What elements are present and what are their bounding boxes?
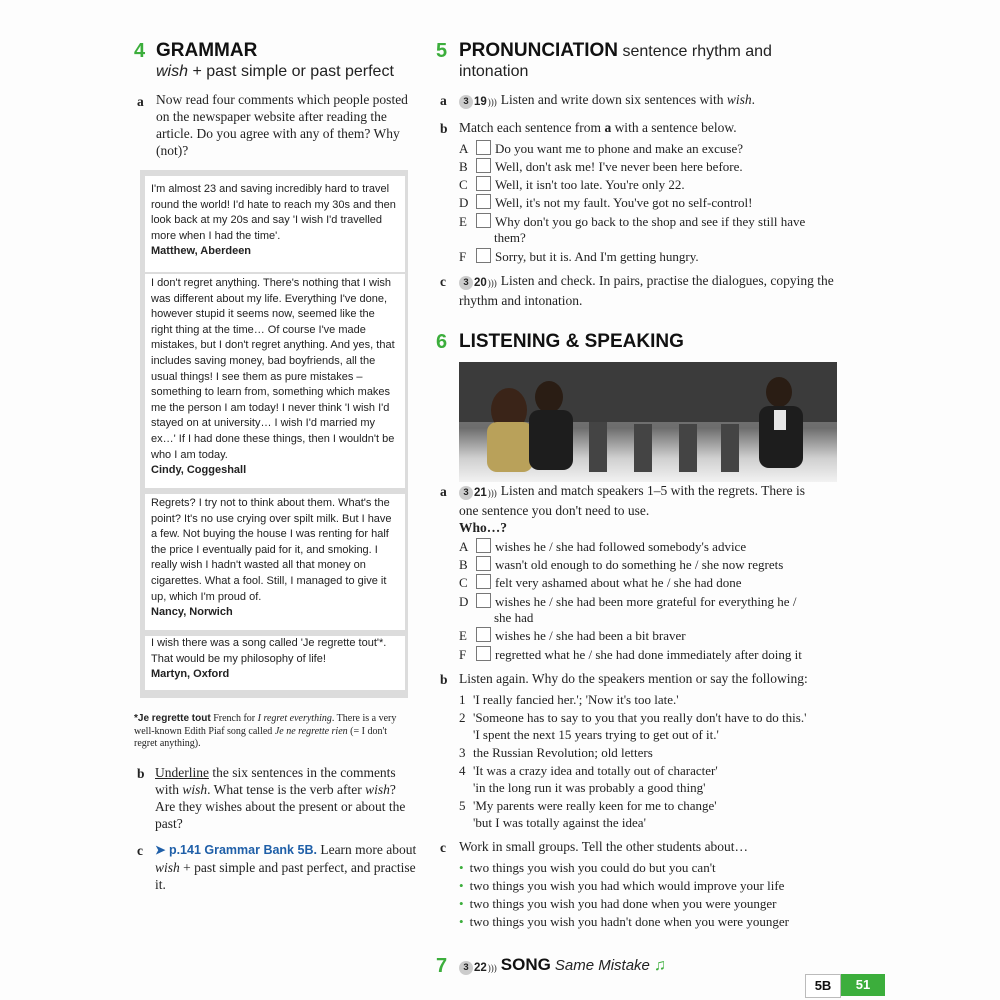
answer-box[interactable] [476, 538, 491, 553]
section-subtitle: sentence rhythm and [618, 43, 772, 60]
exercise-label: c [440, 840, 446, 855]
section-title: GRAMMAR [156, 40, 258, 61]
bullet-item: • two things you wish you had which would improve your life [459, 878, 785, 893]
match-item: B Well, don't ask me! I've never been here before. [459, 159, 743, 174]
section-number: 6 [436, 331, 448, 353]
bullet-icon: • [459, 914, 464, 929]
exercise-label: c [137, 843, 143, 858]
answer-box[interactable] [476, 646, 491, 661]
answer-box[interactable] [476, 194, 491, 209]
exercise-label: a [440, 93, 447, 108]
stage-photo-illustration [459, 362, 837, 482]
arrow-right-icon: ➤ [155, 843, 169, 857]
cd-icon: 3 [459, 486, 473, 500]
numbered-item-continuation: 'in the long run it was probably a good thing' [473, 780, 706, 795]
match-item-continuation: she had [494, 610, 534, 625]
section-subtitle: intonation [459, 63, 529, 80]
bullet-item: • two things you wish you hadn't done when you were younger [459, 914, 789, 929]
section-heading [459, 40, 772, 62]
cd-icon: 3 [459, 276, 473, 290]
answer-box[interactable] [476, 556, 491, 571]
numbered-item-continuation: 'I spent the next 15 years trying to get out of it.' [473, 727, 719, 742]
match-item: E wishes he / she had been a bit braver [459, 628, 686, 643]
match-item: F regretted what he / she had done immediately after doing it [459, 647, 802, 662]
audio-track[interactable]: 3 21 ))) [459, 485, 501, 502]
exercise-instruction: Match each sentence from a with a sentence below. [459, 120, 737, 135]
numbered-item: 3 the Russian Revolution; old letters [459, 745, 653, 760]
cd-icon: 3 [459, 95, 473, 109]
bullet-item: • two things you wish you had done when you were younger [459, 896, 777, 911]
who-heading: Who…? [459, 520, 508, 535]
answer-box[interactable] [476, 176, 491, 191]
audio-waves-icon: ))) [487, 963, 497, 973]
match-item: A Do you want me to phone and make an excuse? [459, 141, 744, 156]
section-title: PRONUNCIATION [459, 40, 619, 61]
audio-waves-icon: ))) [487, 487, 497, 498]
cd-icon: 3 [459, 961, 473, 975]
page-number: 51 [841, 974, 885, 996]
exercise-instruction: 3 21 ))) Listen and match speakers 1–5 with the regrets. There is one sentence you don't need to use. [459, 483, 805, 518]
comment-card: I wish there was a song called 'Je regrette tout'*. That would be my philosophy of life! Martyn, Oxford [145, 636, 405, 690]
answer-box[interactable] [476, 593, 491, 608]
numbered-item: 5 'My parents were really keen for me to change' [459, 798, 717, 813]
section-number: 7 [436, 955, 448, 977]
match-item: A wishes he / she had followed somebody's advice [459, 539, 747, 554]
bullet-icon: • [459, 896, 464, 911]
bullet-item: • two things you wish you could do but you can't [459, 860, 716, 875]
audio-waves-icon: ))) [487, 277, 497, 288]
exercise-label: c [440, 274, 446, 289]
audio-track[interactable]: 3 19 ))) [459, 94, 501, 111]
numbered-item: 4 'It was a crazy idea and totally out of character' [459, 763, 718, 778]
match-item: B wasn't old enough to do something he / she now regrets [459, 557, 784, 572]
unit-tag: 5B [805, 974, 841, 998]
footnote: *Je regrette tout French for I regret everything. There is a very well-known Edith Piaf song called Je ne regrette rien (= I don't regret anything). [134, 713, 397, 749]
answer-box[interactable] [476, 574, 491, 589]
exercise-label: b [440, 121, 448, 136]
comment-card: I'm almost 23 and saving incredibly hard to travel round the world! I'd hate to reach my 30s and then look back at my 20s and say 'I wish I'd travelled more when I had the time'. Matthew, Aberdeen [145, 176, 405, 272]
answer-box[interactable] [476, 248, 491, 263]
match-item-continuation: them? [494, 230, 526, 245]
exercise-instruction: Underline the six sentences in the comments with wish. What tense is the verb after wish? Are they wishes about the present or about the past? [155, 765, 406, 831]
numbered-item-continuation: 'but I was totally against the idea' [473, 815, 646, 830]
song-name: Same Mistake [554, 957, 650, 974]
match-item: D Well, it's not my fault. You've got no self-control! [459, 195, 753, 210]
numbered-item: 1 'I really fancied her.'; 'Now it's too late.' [459, 692, 679, 707]
section-subtitle: wish + past simple or past perfect [156, 63, 394, 80]
audio-waves-icon: ))) [487, 96, 497, 107]
comment-card: I don't regret anything. There's nothing that I wish was different about my life. Everything I've done, however stupid it seems now, seemed like the right thing at the time… Of course I've made mistakes, but I don't regret anything. And yes, that includes saving money, bad boyfriends, all the usual things! I see them as pure mistakes – something to learn from, something which makes me the person I am today! I never think 'I wish I'd stayed on at university… I wish I'd married my ex…' If I had done these things, then I wouldn't be who I am today. Cindy, Coggeshall [145, 274, 405, 488]
answer-box[interactable] [476, 158, 491, 173]
exercise-label: a [440, 484, 447, 499]
match-item: C Well, it isn't too late. You're only 22. [459, 177, 685, 192]
audio-track[interactable]: 3 22 ))) [459, 961, 501, 975]
comment-card: Regrets? I try not to think about them. What's the point? It's no use crying over spilt milk. But I have a few. Not buying the house I was renting for half the price I eventually paid for it, and smoking. I really wish I hadn't wasted all that money on cigarettes. What a fool. Still, I managed to give it up, which I'm proud of. Nancy, Norwich [145, 494, 405, 630]
exercise-label: b [137, 766, 145, 781]
match-item: E Why don't you go back to the shop and see if they still have [459, 214, 806, 229]
audio-track[interactable]: 3 20 ))) [459, 275, 501, 292]
photo-couple-and-man-on-stage [459, 362, 837, 482]
section-title: SONG [500, 955, 551, 974]
numbered-item: 2 'Someone has to say to you that you really don't have to do this.' [459, 710, 807, 725]
bullet-icon: • [459, 878, 464, 893]
grammar-bank-link[interactable]: ➤ p.141 Grammar Bank 5B. [155, 843, 317, 857]
song-heading [459, 955, 666, 975]
exercise-instruction: 3 19 ))) Listen and write down six sentences with wish. [459, 91, 839, 111]
section-number: 5 [436, 40, 448, 62]
exercise-instruction: Listen again. Why do the speakers mention or say the following: [459, 671, 808, 686]
exercise-label: b [440, 672, 448, 687]
answer-box[interactable] [476, 627, 491, 642]
exercise-instruction: ➤ p.141 Grammar Bank 5B. Learn more about wish + past simple and past perfect, and practise it. [155, 842, 417, 892]
match-item: F Sorry, but it is. And I'm getting hungry. [459, 249, 699, 264]
match-item: D wishes he / she had been more grateful for everything he / [459, 594, 797, 609]
match-item: C felt very ashamed about what he / she had done [459, 575, 742, 590]
exercise-instruction: Now read four comments which people posted on the newspaper website after reading the article. Do you agree with any of them? Why (not)? [156, 92, 408, 158]
exercise-instruction: 3 20 ))) Listen and check. In pairs, practise the dialogues, copying the rhythm and intonation. [459, 273, 834, 308]
answer-box[interactable] [476, 140, 491, 155]
music-note-icon: ♫ [653, 957, 666, 974]
exercise-label: a [137, 94, 144, 109]
section-title: LISTENING & SPEAKING [459, 331, 684, 352]
section-number: 4 [134, 40, 146, 62]
bullet-icon: • [459, 860, 464, 875]
answer-box[interactable] [476, 213, 491, 228]
exercise-instruction: Work in small groups. Tell the other students about… [459, 839, 749, 854]
